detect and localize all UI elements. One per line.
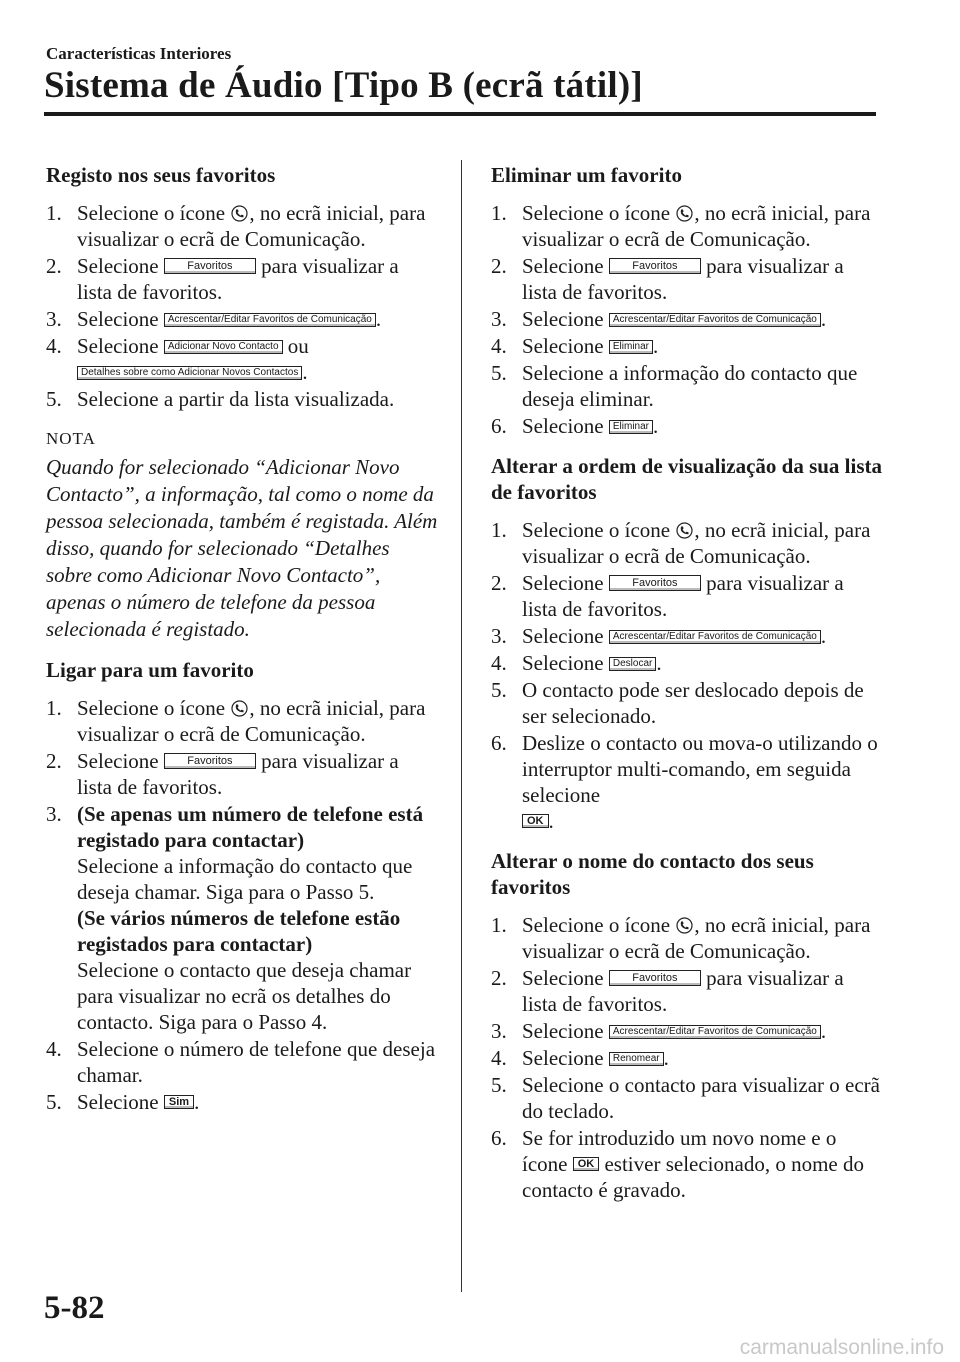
heading-call: Ligar para um favorito	[46, 658, 254, 682]
step: 2. Selecione Favoritos para visualizar a lista de favoritos.	[46, 254, 399, 304]
eliminar-button[interactable]: Eliminar	[609, 420, 653, 434]
step: 3. Selecione Acrescentar/Editar Favoritos de Comunicação .	[491, 307, 827, 331]
step: 1. Selecione o ícone , no ecrã inicial, para visualizar o ecrã de Comunicação.	[491, 201, 871, 251]
watermark: carmanualsonline.info	[739, 1336, 944, 1359]
step: 5. Selecione Sim .	[46, 1090, 200, 1114]
step: 2. Selecione Favoritos para visualizar a lista de favoritos.	[491, 966, 844, 1016]
note-label: NOTA	[46, 429, 96, 448]
phone-icon	[231, 697, 248, 714]
call-steps	[46, 695, 438, 1115]
sim-button[interactable]: Sim	[164, 1095, 194, 1109]
step: 3. Selecione Acrescentar/Editar Favoritos de Comunicação .	[46, 307, 382, 331]
rename-steps	[491, 912, 883, 1203]
ok-button[interactable]: OK	[522, 814, 549, 828]
favoritos-button[interactable]: Favoritos	[164, 258, 256, 274]
step: 1. Selecione o ícone , no ecrã inicial, para visualizar o ecrã de Comunicação.	[491, 518, 871, 568]
step: 2. Selecione Favoritos para visualizar a lista de favoritos.	[491, 571, 844, 621]
renomear-button[interactable]: Renomear	[609, 1052, 664, 1066]
step: 1. Selecione o ícone , no ecrã inicial, para visualizar o ecrã de Comunicação.	[491, 913, 871, 963]
edit-favorites-button[interactable]: Acrescentar/Editar Favoritos de Comunicação	[164, 313, 376, 327]
ok-button[interactable]: OK	[573, 1157, 600, 1171]
column-divider	[461, 160, 462, 1292]
step: 5. Selecione o contacto para visualizar o ecrã do teclado.	[491, 1073, 880, 1123]
favoritos-button[interactable]: Favoritos	[164, 753, 256, 769]
add-contact-button[interactable]: Adicionar Novo Contacto	[164, 340, 283, 354]
step: 1. Selecione o ícone , no ecrã inicial, para visualizar o ecrã de Comunicação.	[46, 201, 426, 251]
note-text: Quando for selecionado “Adicionar Novo Contacto”, a informação, tal como o nome da pessoa selecionada, também é registada. Além disso, quando for selecionado “Detalhes sobre como Adicionar Novo Contacto”, apenas o número de telefone da pessoa selecionada é registado.	[46, 455, 438, 641]
step: 3. (Se apenas um número de telefone está registado para contactar) Selecione a informação do contacto que deseja chamar. Siga para o Passo 5. (Se vários números de telefone estão registados para contactar) Selecione o contacto que deseja chamar para visualizar no ecrã os detalhes do contacto. Siga para o Passo 4.	[46, 802, 424, 1034]
page-number: 5-82	[44, 1290, 105, 1326]
heading-register: Registo nos seus favoritos	[46, 163, 276, 187]
step: 3. Selecione Acrescentar/Editar Favoritos de Comunicação .	[491, 624, 827, 648]
phone-icon	[676, 519, 693, 536]
phone-icon	[676, 202, 693, 219]
step: 4. Selecione Renomear .	[491, 1046, 669, 1070]
step: 6. Selecione Eliminar .	[491, 414, 659, 438]
heading-order: Alterar a ordem de visualização da sua lista de favoritos	[491, 454, 883, 504]
section-label: Características Interiores	[46, 44, 232, 63]
heading-delete: Eliminar um favorito	[491, 163, 682, 187]
edit-favorites-button[interactable]: Acrescentar/Editar Favoritos de Comunicação	[609, 1025, 821, 1039]
step: 2. Selecione Favoritos para visualizar a lista de favoritos.	[46, 749, 399, 799]
step: 6. Se for introduzido um novo nome e o ícone OK estiver selecionado, o nome do contacto é gravado.	[491, 1126, 864, 1202]
add-contact-details-button[interactable]: Detalhes sobre como Adicionar Novos Contactos	[77, 366, 302, 380]
edit-favorites-button[interactable]: Acrescentar/Editar Favoritos de Comunicação	[609, 630, 821, 644]
title-rule	[44, 112, 876, 116]
step: 4. Selecione Adicionar Novo Contacto ou Detalhes sobre como Adicionar Novos Contactos .	[46, 334, 309, 384]
heading-rename: Alterar o nome do contacto dos seus favoritos	[491, 849, 814, 899]
register-steps	[46, 200, 438, 412]
page-title: Sistema de Áudio [Tipo B (ecrã tátil)]	[44, 65, 643, 106]
step: 5. Selecione a partir da lista visualizada.	[46, 387, 395, 411]
favoritos-button[interactable]: Favoritos	[609, 970, 701, 986]
step: 5. O contacto pode ser deslocado depois de ser selecionado.	[491, 678, 864, 728]
favoritos-button[interactable]: Favoritos	[609, 575, 701, 591]
order-steps	[491, 517, 883, 834]
edit-favorites-button[interactable]: Acrescentar/Editar Favoritos de Comunicação	[609, 313, 821, 327]
step: 6. Deslize o contacto ou mova-o utilizando o interruptor multi-comando, em seguida selecione OK .	[491, 731, 878, 833]
delete-steps	[491, 200, 883, 439]
phone-icon	[231, 202, 248, 219]
left-column	[46, 162, 438, 1129]
step: 4. Selecione o número de telefone que deseja chamar.	[46, 1037, 436, 1087]
eliminar-button[interactable]: Eliminar	[609, 340, 653, 354]
phone-icon	[676, 914, 693, 931]
right-column	[491, 162, 883, 1217]
step: 2. Selecione Favoritos para visualizar a lista de favoritos.	[491, 254, 844, 304]
deslocar-button[interactable]: Deslocar	[609, 657, 656, 671]
step: 4. Selecione Deslocar .	[491, 651, 662, 675]
step: 5. Selecione a informação do contacto que deseja eliminar.	[491, 361, 858, 411]
favoritos-button[interactable]: Favoritos	[609, 258, 701, 274]
step: 4. Selecione Eliminar .	[491, 334, 659, 358]
step: 3. Selecione Acrescentar/Editar Favoritos de Comunicação .	[491, 1019, 827, 1043]
step: 1. Selecione o ícone , no ecrã inicial, para visualizar o ecrã de Comunicação.	[46, 696, 426, 746]
